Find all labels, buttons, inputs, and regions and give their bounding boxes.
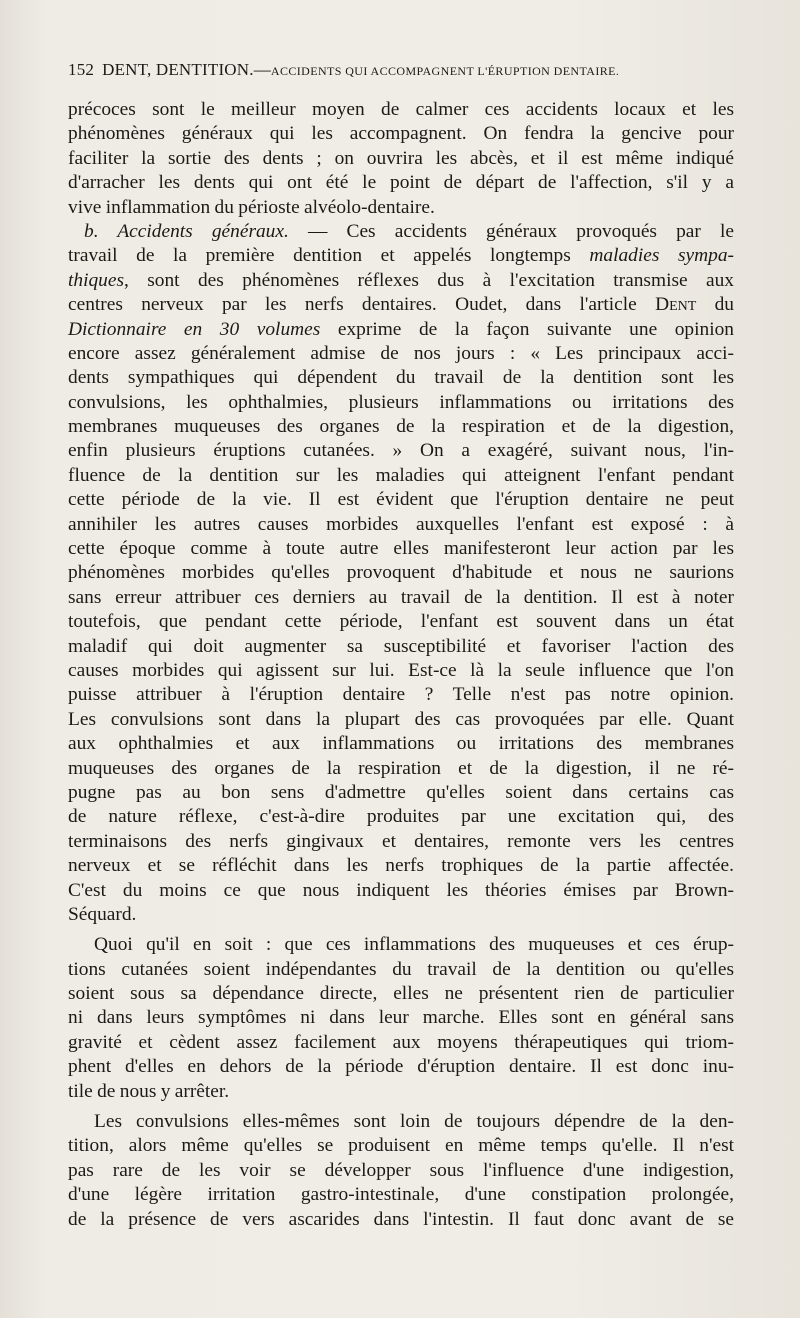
text-line: phénomènes généraux qui les accompagnent. On fendra la gencive pour: [68, 123, 734, 145]
article-title: Dent: [655, 294, 697, 316]
text-line: Quoi qu'il en soit : que ces inflammations des muqueuses et ces érup-: [94, 934, 734, 956]
text-line: encore assez généralement admise de nos jours : « Les principaux acci-: [68, 342, 734, 364]
text-line: puisse attribuer à l'éruption dentaire ? Telle n'est pas notre opinion.: [68, 684, 734, 706]
text-body: [68, 98, 734, 1232]
page-number: 152: [68, 60, 95, 79]
italic-title: Dictionnaire en 30 volumes: [68, 318, 321, 340]
text-line: terminaisons des nerfs gingivaux et dentaires, remonte vers les centres: [68, 830, 734, 852]
running-header: [68, 60, 748, 80]
text-line: dents sympathiques qui dépendent du travail de la dentition sont les: [68, 367, 734, 389]
text-line: faciliter la sortie des dents ; on ouvrira les abcès, et il est même indiqué: [68, 147, 734, 169]
paragraph-1: [68, 98, 734, 220]
text-line: muqueuses des organes de la respiration et de la digestion, il ne ré-: [68, 757, 734, 779]
text-line: d'arracher les dents qui ont été le point de départ de l'affection, s'il y a: [68, 172, 734, 194]
text-line: tions cutanées soient indépendantes du travail de la dentition ou qu'elles: [68, 958, 734, 980]
text-line: vive inflammation du périoste alvéolo-dentaire.: [68, 196, 435, 218]
text-line: [68, 220, 734, 244]
text-span: du: [696, 294, 734, 316]
text-line: aux ophthalmies et aux inflammations ou irritations des membranes: [68, 733, 734, 755]
text-line: d'une légère irritation gastro-intestinale, d'une constipation prolongée,: [68, 1184, 734, 1206]
header-title: DENT, DENTITION.—: [102, 60, 271, 79]
italic-term: thiques: [68, 269, 125, 291]
text-span: exprime de la façon suivante une opinion: [320, 318, 734, 340]
text-line: Les convulsions sont dans la plupart des cas provoquées par elle. Quant: [68, 708, 734, 730]
text-line: tile de nous y arrêter.: [68, 1080, 230, 1102]
text-span: — Ces accidents généraux provoqués par le: [288, 220, 735, 242]
text-line: nerveux et se réfléchit dans les nerfs trophiques de la partie affectée.: [68, 855, 734, 877]
text-span: , sont des phénomènes réflexes dus à l'excitation transmise aux: [124, 269, 734, 291]
paragraph-2: [68, 220, 734, 927]
text-line: toutefois, que pendant cette période, l'enfant est souvent dans un état: [68, 611, 734, 633]
text-line: pugne pas au bon sens d'admettre qu'elles soient dans certains cas: [68, 781, 734, 803]
text-line: annihiler les autres causes morbides auxquelles l'enfant est exposé : à: [68, 513, 734, 535]
text-line: tition, alors même qu'elles se produisent en même temps qu'elle. Il n'est: [68, 1135, 734, 1157]
text-line: causes morbides qui agissent sur lui. Est-ce là la seule influence que l'on: [68, 659, 734, 681]
text-line: cette époque comme à toute autre elles manifesteront leur action par les: [68, 538, 734, 560]
text-line: [68, 269, 734, 293]
text-line: Séquard.: [68, 903, 137, 925]
text-line: C'est du moins ce que nous indiquent les théories émises par Brown-: [68, 879, 734, 901]
text-line: gravité et cèdent assez facilement aux moyens thérapeutiques qui triom-: [68, 1031, 734, 1053]
text-line: maladif qui doit augmenter sa susceptibilité et favoriser l'action des: [68, 635, 734, 657]
text-line: pas rare de les voir se développer sous l'influence d'une indigestion,: [68, 1159, 734, 1181]
text-line: Les convulsions elles-mêmes sont loin de toujours dépendre de la den-: [94, 1111, 734, 1133]
text-line: soient sous sa dépendance directe, elles ne présentent rien de particulier: [68, 983, 734, 1005]
text-line: membranes muqueuses des organes de la respiration et de la digestion,: [68, 416, 734, 438]
text-line: précoces sont le meilleur moyen de calmer ces accidents locaux et les: [68, 99, 734, 120]
text-line: de nature réflexe, c'est-à-dire produites par une excitation qui, des: [68, 806, 734, 828]
text-span: travail de la première dentition et appelés longtemps: [68, 245, 590, 267]
section-heading: b. Accidents généraux.: [84, 220, 289, 242]
text-line: enfin plusieurs éruptions cutanées. » On a exagéré, suivant nous, l'in-: [68, 440, 734, 462]
text-line: fluence de la dentition sur les maladies qui atteignent l'enfant pendant: [68, 464, 734, 486]
text-span: centres nerveux par les nerfs dentaires. Oudet, dans l'article: [68, 294, 656, 316]
text-line: phent d'elles en dehors de la période d'éruption dentaire. Il est donc inu-: [68, 1056, 734, 1078]
text-line: [68, 318, 734, 342]
paragraph-4: [68, 1110, 734, 1232]
text-line: cette période de la vie. Il est évident que l'éruption dentaire ne peut: [68, 489, 734, 511]
text-line: [68, 293, 734, 317]
text-line: phénomènes morbides qu'elles provoquent d'habitude et nous ne saurions: [68, 562, 734, 584]
text-line: ni dans leurs symptômes ni dans leur marche. Elles sont en général sans: [68, 1007, 734, 1029]
paragraph-3: [68, 933, 734, 1104]
text-line: [68, 244, 734, 268]
header-section: ACCIDENTS QUI ACCOMPAGNENT L'ÉRUPTION DENTAIRE.: [270, 64, 620, 78]
text-line: sans erreur attribuer ces derniers au travail de la dentition. Il est à noter: [68, 586, 734, 608]
text-line: convulsions, les ophthalmies, plusieurs inflammations ou irritations des: [68, 391, 734, 413]
text-line: de la présence de vers ascarides dans l'intestin. Il faut donc avant de se: [68, 1208, 734, 1230]
italic-term: maladies sympa-: [589, 245, 734, 267]
